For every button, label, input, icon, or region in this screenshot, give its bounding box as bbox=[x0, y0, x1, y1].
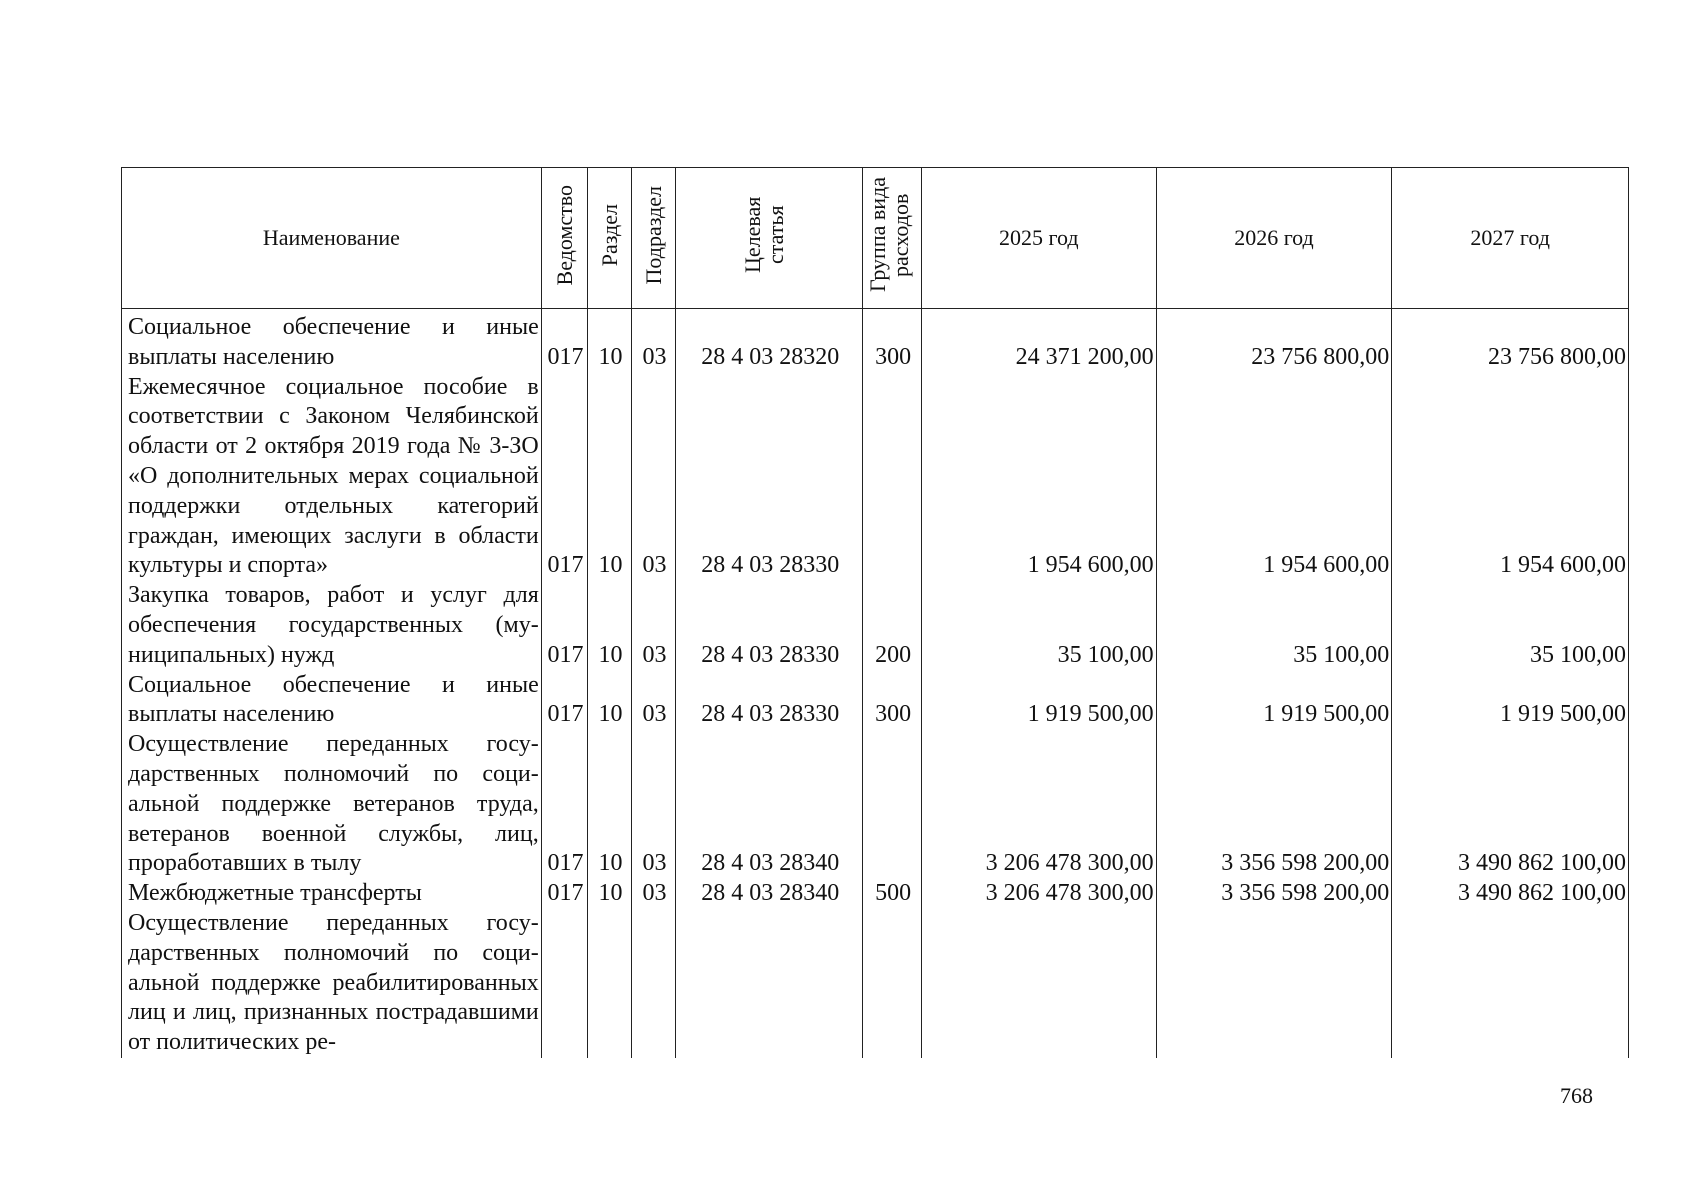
cell-subsection: 03 bbox=[631, 730, 676, 879]
header-2026: 2026 год bbox=[1156, 168, 1392, 309]
cell-section: 10 bbox=[588, 309, 631, 373]
table-row bbox=[122, 373, 1629, 582]
cell-amount-2027: 1 919 500,00 bbox=[1392, 671, 1629, 731]
cell-subsection: 03 bbox=[631, 581, 676, 670]
header-subsection: Подраздел bbox=[631, 168, 676, 309]
cell-amount-2025: 3 206 478 300,00 bbox=[922, 879, 1157, 909]
cell-amount-2026: 3 356 598 200,00 bbox=[1156, 879, 1392, 909]
table-row bbox=[122, 909, 1629, 1058]
cell-name: Социальное обеспечение и иные выплаты населению bbox=[122, 671, 542, 731]
page-number: 768 bbox=[1560, 1083, 1593, 1108]
cell-expense-group bbox=[863, 909, 922, 1058]
cell-section: 10 bbox=[588, 373, 631, 582]
header-section: Раздел bbox=[588, 168, 631, 309]
cell-amount-2026: 1 954 600,00 bbox=[1156, 373, 1392, 582]
table-row bbox=[122, 879, 1629, 909]
cell-name: Осуществление переданных государственных полномочий по социальной поддержке ветеранов труда, ветеранов военной службы, лиц, проработавших в тылу bbox=[122, 730, 542, 879]
cell-expense-group bbox=[863, 373, 922, 582]
cell-amount-2025: 1 919 500,00 bbox=[922, 671, 1157, 731]
header-name: Наименование bbox=[122, 168, 542, 309]
cell-expense-group: 200 bbox=[863, 581, 922, 670]
cell-target-item: 28 4 03 28330 bbox=[676, 581, 863, 670]
header-2027: 2027 год bbox=[1392, 168, 1629, 309]
cell-expense-group: 300 bbox=[863, 309, 922, 373]
table-row bbox=[122, 309, 1629, 373]
cell-section bbox=[588, 909, 631, 1058]
cell-expense-group: 500 bbox=[863, 879, 922, 909]
cell-amount-2027: 1 954 600,00 bbox=[1392, 373, 1629, 582]
table-row bbox=[122, 581, 1629, 670]
table-body bbox=[122, 309, 1629, 1058]
cell-target-item: 28 4 03 28340 bbox=[676, 879, 863, 909]
header-expense-group: Группа вида расходов bbox=[863, 168, 922, 309]
cell-expense-group bbox=[863, 730, 922, 879]
cell-amount-2026 bbox=[1156, 909, 1392, 1058]
cell-subsection: 03 bbox=[631, 671, 676, 731]
budget-table bbox=[121, 167, 1629, 1058]
cell-amount-2025 bbox=[922, 909, 1157, 1058]
cell-department: 017 bbox=[541, 309, 588, 373]
cell-department: 017 bbox=[541, 730, 588, 879]
header-row bbox=[122, 168, 1629, 309]
cell-name: Межбюджетные трансферты bbox=[122, 879, 542, 909]
cell-amount-2027 bbox=[1392, 909, 1629, 1058]
table-row bbox=[122, 671, 1629, 731]
cell-name: Социальное обеспечение и иные выплаты населению bbox=[122, 309, 542, 373]
cell-amount-2026: 23 756 800,00 bbox=[1156, 309, 1392, 373]
cell-target-item: 28 4 03 28330 bbox=[676, 671, 863, 731]
cell-subsection: 03 bbox=[631, 373, 676, 582]
cell-amount-2027: 3 490 862 100,00 bbox=[1392, 730, 1629, 879]
cell-department: 017 bbox=[541, 671, 588, 731]
cell-expense-group: 300 bbox=[863, 671, 922, 731]
cell-target-item: 28 4 03 28340 bbox=[676, 730, 863, 879]
cell-target-item bbox=[676, 909, 863, 1058]
cell-department: 017 bbox=[541, 581, 588, 670]
cell-name: Осуществление переданных государственных полномочий по социальной поддержке реабилитированных лиц и лиц, признанных пострадавшими от политических ре- bbox=[122, 909, 542, 1058]
cell-section: 10 bbox=[588, 581, 631, 670]
cell-amount-2026: 3 356 598 200,00 bbox=[1156, 730, 1392, 879]
table-row bbox=[122, 730, 1629, 879]
cell-target-item: 28 4 03 28320 bbox=[676, 309, 863, 373]
cell-subsection bbox=[631, 909, 676, 1058]
cell-amount-2027: 35 100,00 bbox=[1392, 581, 1629, 670]
header-department: Ведомство bbox=[541, 168, 588, 309]
cell-section: 10 bbox=[588, 730, 631, 879]
cell-section: 10 bbox=[588, 671, 631, 731]
cell-department bbox=[541, 909, 588, 1058]
cell-amount-2025: 35 100,00 bbox=[922, 581, 1157, 670]
cell-target-item: 28 4 03 28330 bbox=[676, 373, 863, 582]
cell-name: Закупка товаров, работ и услуг для обеспечения государственных (муниципальных) нужд bbox=[122, 581, 542, 670]
header-target-item: Целевая статья bbox=[676, 168, 863, 309]
cell-department: 017 bbox=[541, 879, 588, 909]
header-2025: 2025 год bbox=[922, 168, 1157, 309]
cell-amount-2025: 1 954 600,00 bbox=[922, 373, 1157, 582]
cell-amount-2025: 3 206 478 300,00 bbox=[922, 730, 1157, 879]
cell-department: 017 bbox=[541, 373, 588, 582]
cell-amount-2027: 23 756 800,00 bbox=[1392, 309, 1629, 373]
cell-amount-2025: 24 371 200,00 bbox=[922, 309, 1157, 373]
cell-section: 10 bbox=[588, 879, 631, 909]
cell-name: Ежемесячное социальное пособие в соответствии с Законом Челябинской области от 2 октября 2019 года № 3-ЗО «О дополнительных мерах социальной поддержки отдельных категорий граждан, имеющих заслуги в области культуры и спорта» bbox=[122, 373, 542, 582]
cell-amount-2026: 35 100,00 bbox=[1156, 581, 1392, 670]
cell-subsection: 03 bbox=[631, 879, 676, 909]
cell-amount-2026: 1 919 500,00 bbox=[1156, 671, 1392, 731]
cell-amount-2027: 3 490 862 100,00 bbox=[1392, 879, 1629, 909]
cell-subsection: 03 bbox=[631, 309, 676, 373]
